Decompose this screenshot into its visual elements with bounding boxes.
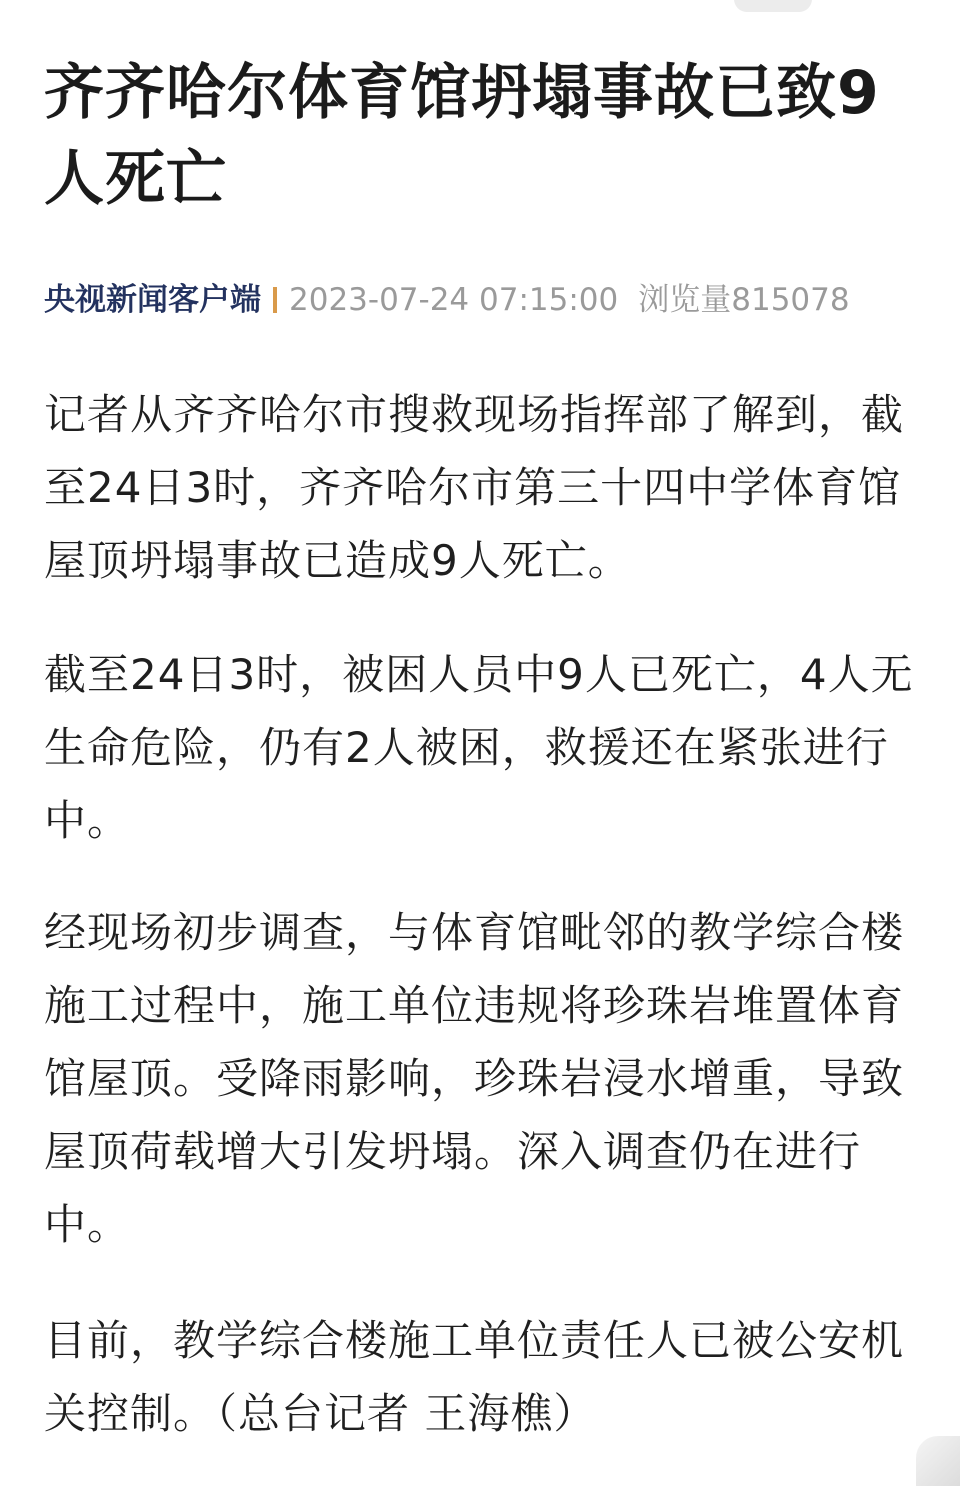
views-count: 815078 [731,282,850,318]
article-paragraph: 截至24日3时，被困人员中9人已死亡，4人无生命危险，仍有2人被困，救援还在紧张进行中。 [44,650,914,845]
article-title: 齐齐哈尔体育馆坍塌事故已致9人死亡 [44,58,880,214]
publish-datetime: 2023-07-24 07:15:00 [289,282,619,318]
article-source[interactable]: 央视新闻客户端 [44,282,261,318]
meta-divider [273,287,277,313]
article-meta [44,278,920,322]
article-paragraph: 记者从齐齐哈尔市搜救现场指挥部了解到，截至24日3时，齐齐哈尔市第三十四中学体育馆屋顶坍塌事故已造成9人死亡。 [44,390,905,585]
article-paragraph: 目前，教学综合楼施工单位责任人已被公安机关控制。（总台记者 王海樵） [44,1316,905,1438]
article-paragraph: 经现场初步调查，与体育馆毗邻的教学综合楼施工过程中，施工单位违规将珍珠岩堆置体育馆屋顶。受降雨影响，珍珠岩浸水增重，导致屋顶荷载增大引发坍塌。深入调查仍在进行中。 [44,908,905,1249]
views-label: 浏览量 [638,282,732,318]
top-handle[interactable] [734,0,812,12]
page-corner-fold [916,1436,960,1486]
